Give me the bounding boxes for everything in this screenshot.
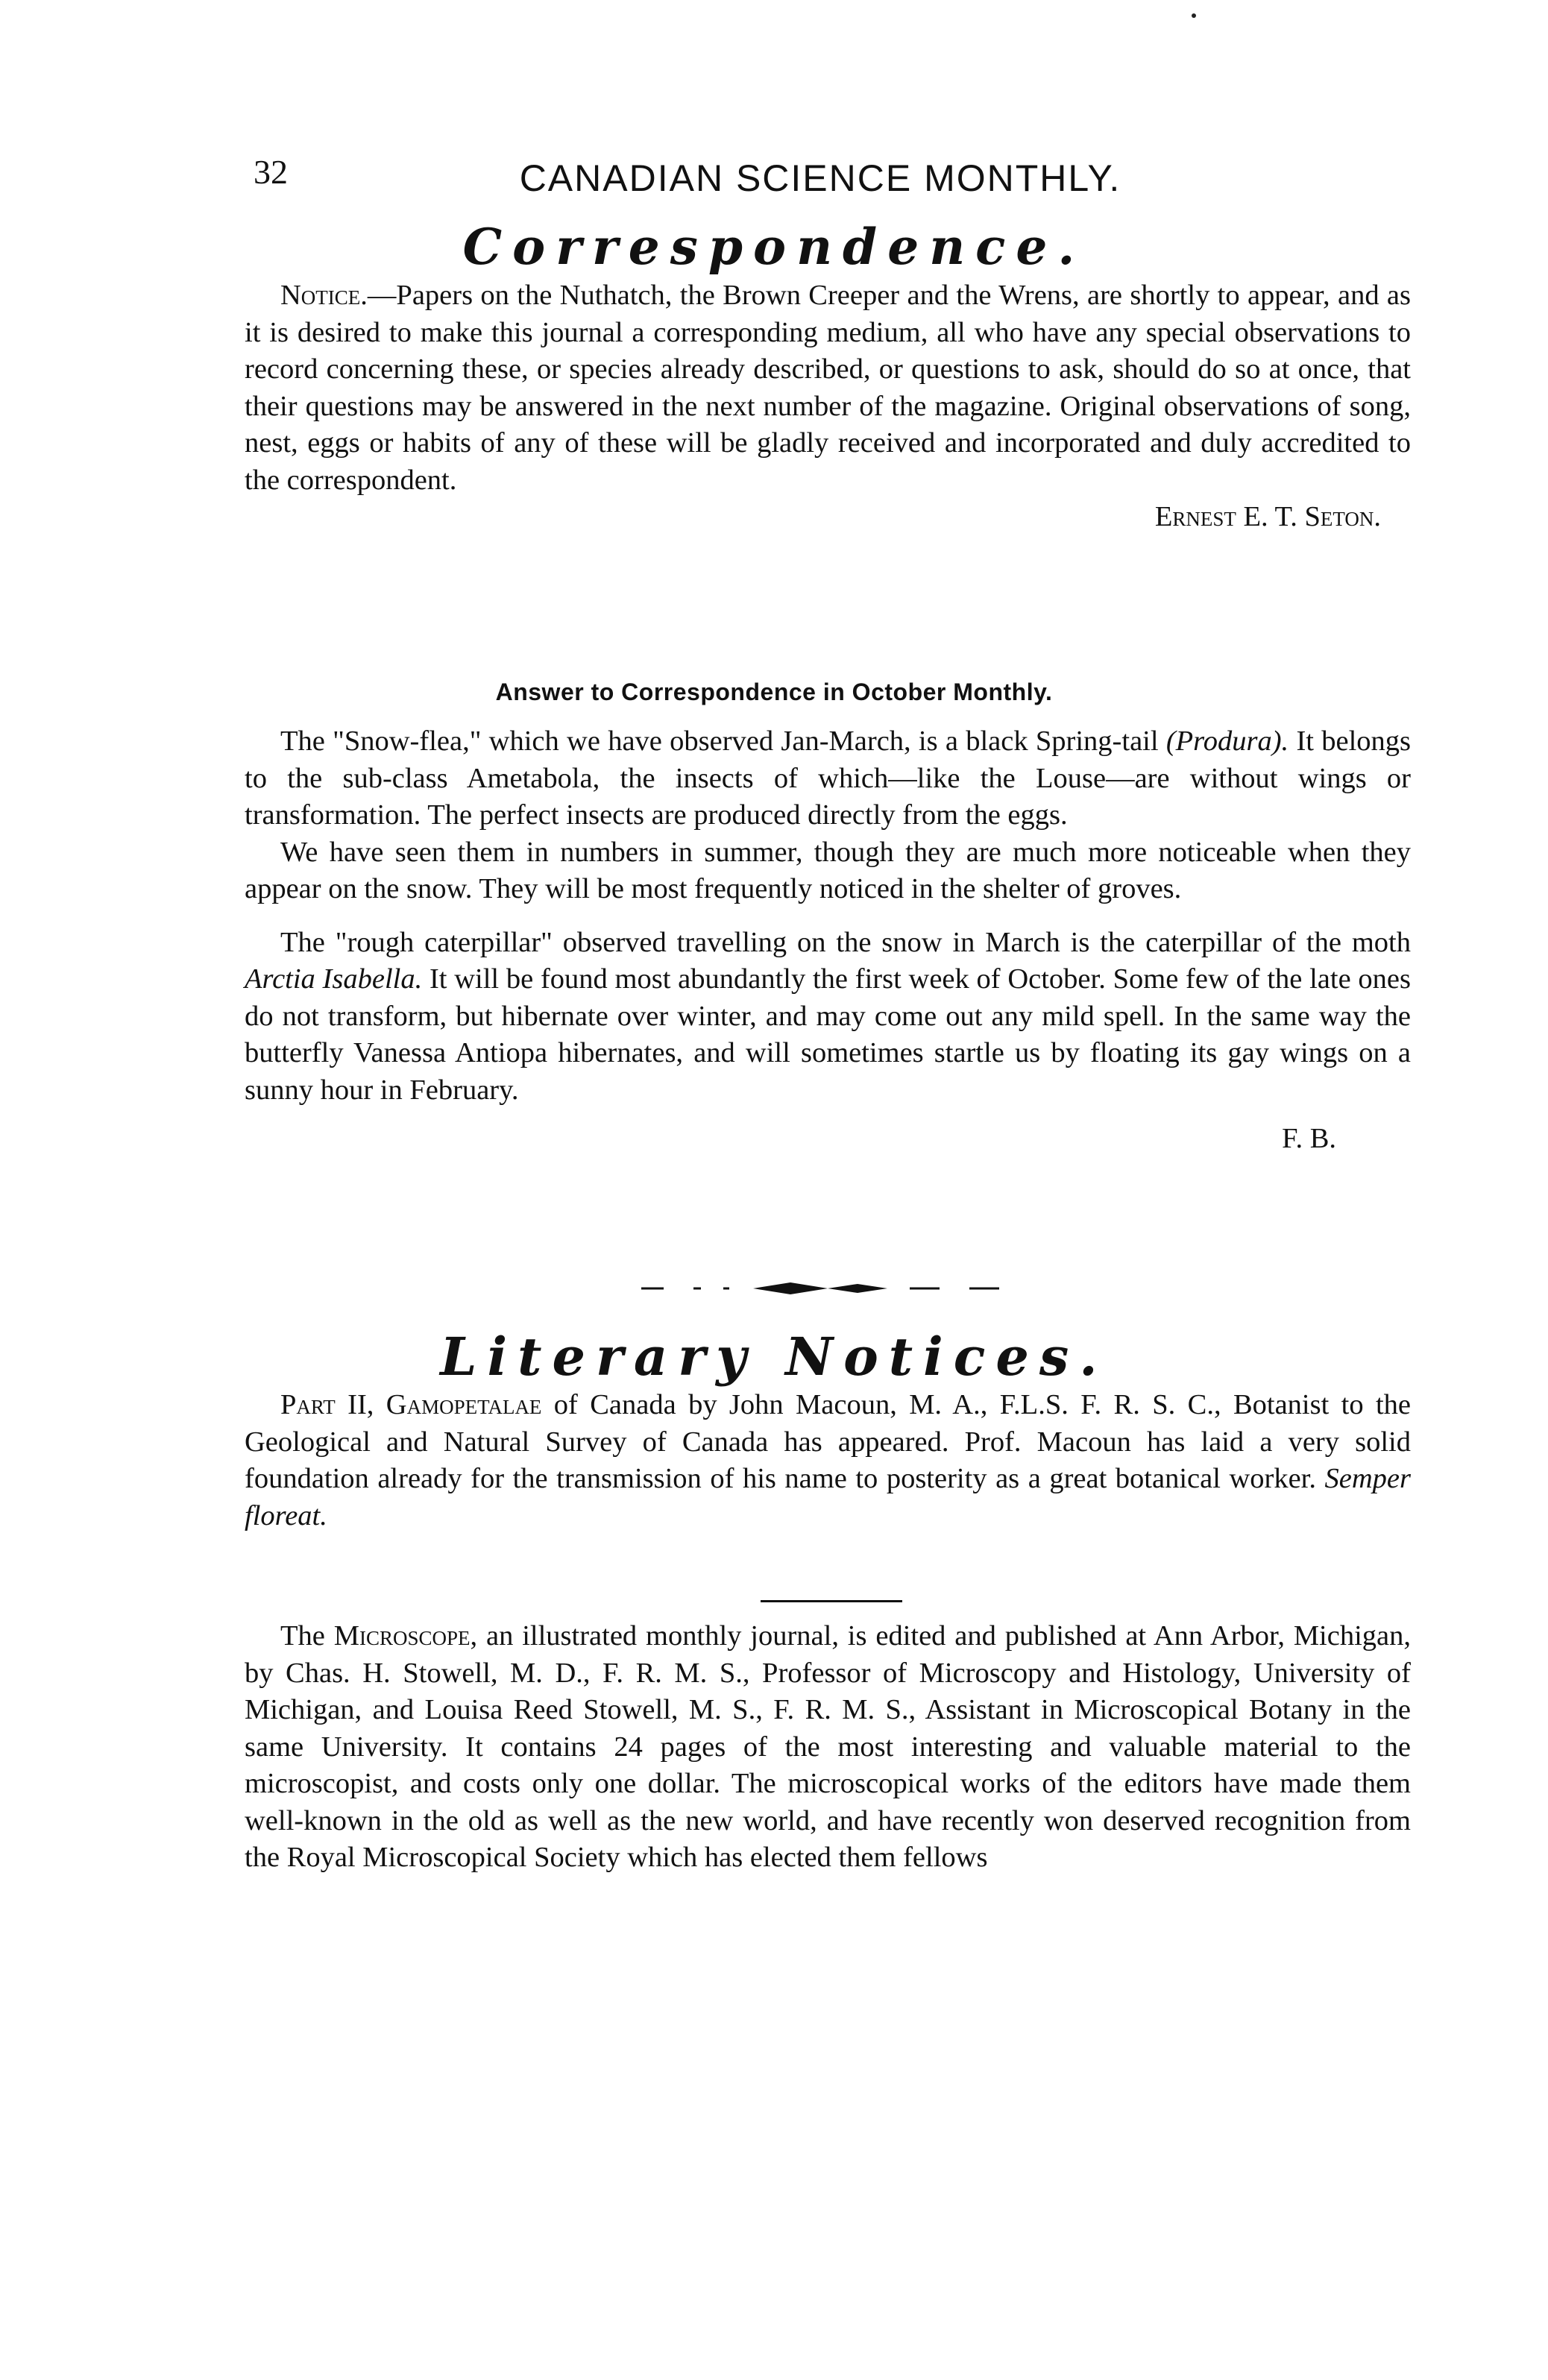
answer-section: [245, 723, 1411, 1158]
section-rule: [761, 1600, 902, 1602]
page-header: [216, 152, 1424, 204]
answer-signature: F. B.: [1282, 1123, 1336, 1154]
literary-text: The: [280, 1620, 334, 1652]
answer-text: The "rough caterpillar" observed travelling on the snow in March is the caterpillar of the moth: [280, 926, 1411, 958]
answer-paragraph: [245, 834, 1411, 908]
notice-body: —Papers on the Nuthatch, the Brown Creeper and the Wrens, are shortly to appear, and as it is desired to make this journal a corresponding medium, all who have any special observations to record concerning these, or species already described, or questions to ask, should do so at once, that their questions may be answered in the next number of the magazine. Original observations of song, nest, eggs or habits of any of these will be gladly received and incorporated and duly accredited to the correspondent.: [245, 280, 1411, 496]
literary-notice-one: [245, 1387, 1411, 1534]
literary-notices-title: Literary Notices.: [440, 1326, 1108, 1388]
answer-text: The "Snow-flea," which we have observed Jan-March, is a black Spring-tail: [280, 725, 1166, 757]
answer-heading: Answer to Correspondence in October Monthly.: [495, 679, 1053, 705]
running-head: CANADIAN SCIENCE MONTHLY.: [519, 157, 1121, 199]
literary-paragraph: [245, 1387, 1411, 1534]
notice-lead: Notice.: [280, 280, 368, 311]
page-number: 32: [254, 153, 288, 191]
answer-text: It belongs to the sub-class Ametabola, the insects of which—like the Louse—are without wings or transformation. The perfect insects are produced directly from the eggs.: [245, 725, 1411, 831]
answer-italic: Arctia Isabella.: [245, 963, 423, 995]
answer-paragraph: [245, 723, 1411, 834]
literary-lead: Microscope: [333, 1620, 471, 1652]
answer-text: It will be found most abundantly the first week of October. Some few of the late ones do not transform, but hibernate over winter, and may come out any mild spell. In the same way the butterfly Vanessa Antiopa hibernates, and will sometimes startle us by floating its gay wings on a sunny hour in February.: [245, 963, 1411, 1106]
literary-body: , an illustrated monthly journal, is edited and published at Ann Arbor, Michigan, by Chas. H. Stowell, M. D., F. R. M. S., Professor of Microscopy and Histology, University of Michigan, and Louisa Reed Stowell, M. S., F. R. M. S., Assistant in Microscopical Botany in the same University. It contains 24 pages of the most interesting and valuable material to the microscopist, and costs only one dollar. The microscopical works of the editors have made them well-known in the old as well as the new world, and have recently won deserved recognition from the Royal Microscopical Society which has elected them fellows: [245, 1620, 1411, 1873]
answer-text: We have seen them in numbers in summer, though they are much more noticeable when they appear on the snow. They will be most frequently noticed in the shelter of groves.: [245, 836, 1411, 904]
literary-notice-two: [245, 1618, 1411, 1877]
answer-italic: (Produra).: [1165, 725, 1289, 757]
literary-lead: Part II, Gamopetalae: [280, 1389, 542, 1420]
literary-italic: Semper floreat.: [245, 1463, 1411, 1531]
notice-paragraph: [245, 277, 1411, 499]
ornamental-divider: [641, 1281, 999, 1296]
notice-section: [245, 277, 1411, 536]
literary-paragraph: [245, 1618, 1411, 1877]
answer-paragraph: [245, 925, 1411, 1109]
literary-body: of Canada by John Macoun, M. A., F.L.S. F. R. S. C., Botanist to the Geological and Natural Survey of Canada has appeared. Prof. Macoun has laid a very solid foundation already for the transmission of his name to posterity as a great botanical worker.: [245, 1389, 1412, 1494]
notice-signature: Ernest E. T. Seton.: [1154, 501, 1381, 532]
stray-dot: [1192, 13, 1196, 18]
correspondence-title: Correspondence.: [462, 218, 1086, 276]
